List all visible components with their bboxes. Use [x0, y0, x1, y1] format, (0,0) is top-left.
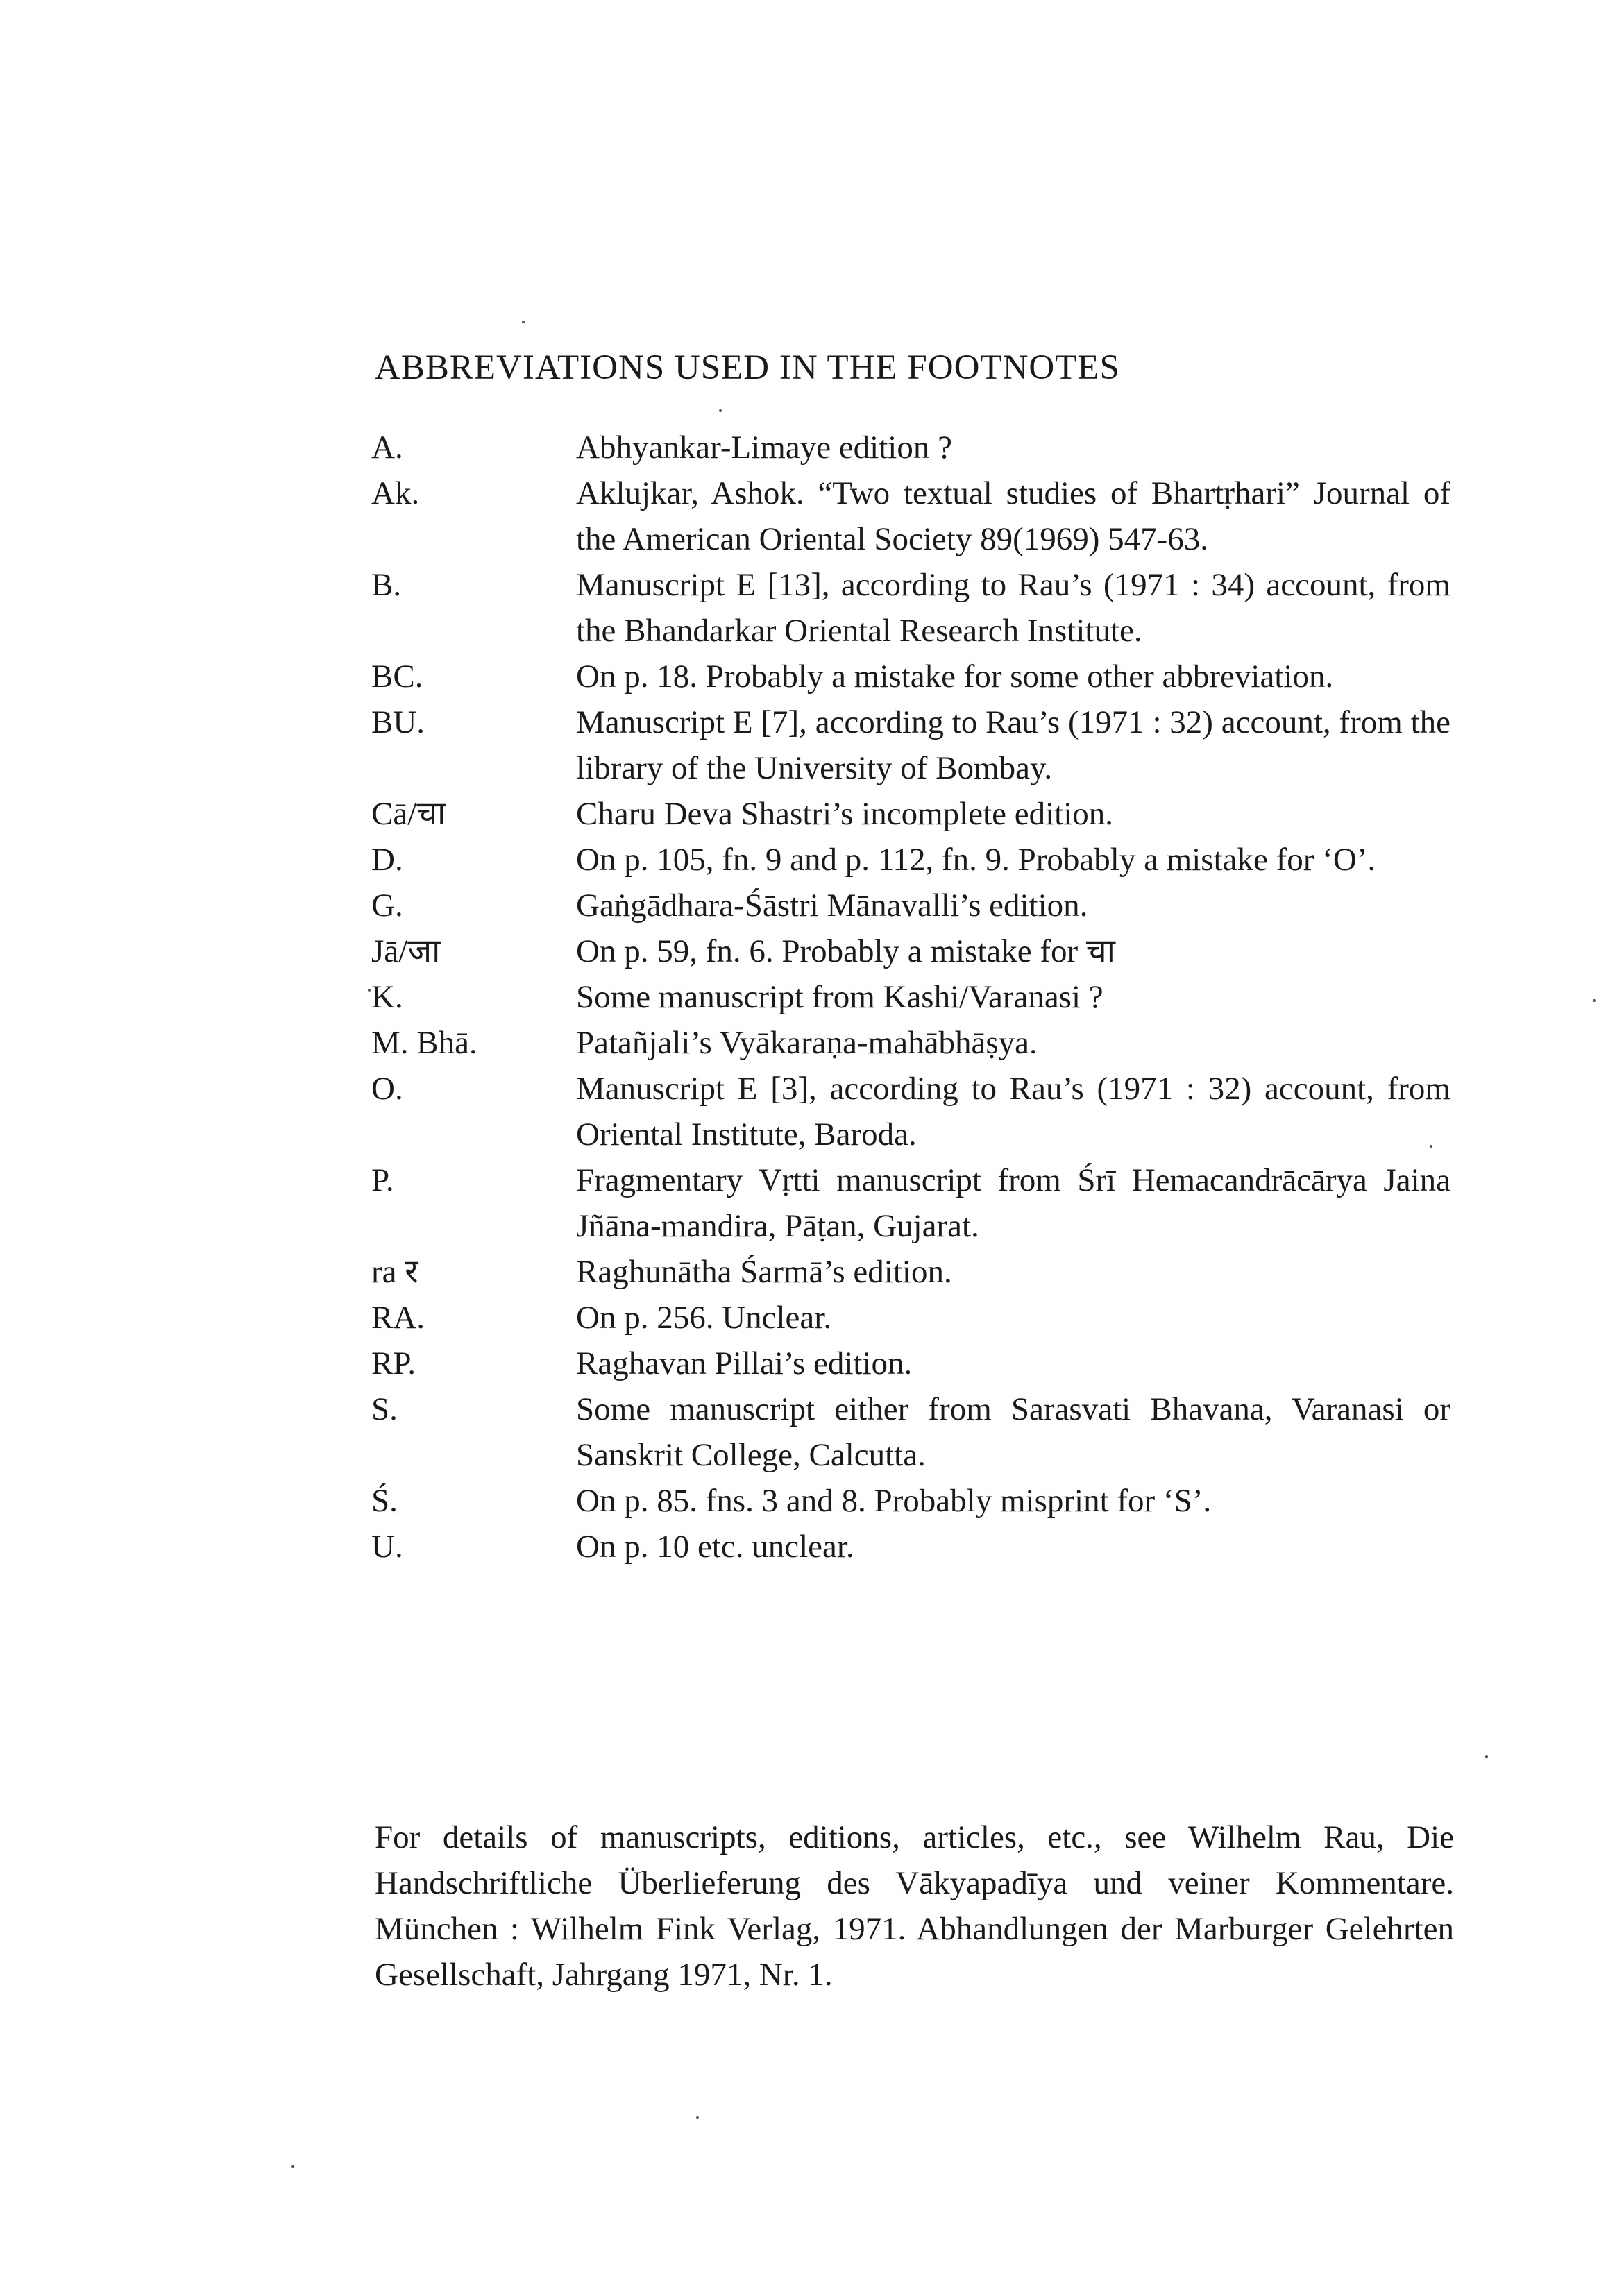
definition: Manuscript E [7], according to Rau’s (1971 : 32) account, from the library of the University of Bombay.	[576, 704, 1450, 786]
abbreviation: P.	[371, 1162, 394, 1198]
abbreviation: K.	[371, 979, 403, 1015]
abbreviation: A.	[371, 430, 403, 466]
list-item	[371, 883, 1450, 928]
definition: Raghunātha Śarmā’s edition.	[576, 1254, 952, 1290]
list-item	[371, 1295, 1450, 1341]
definition: On p. 256. Unclear.	[576, 1300, 832, 1336]
list-item	[371, 425, 1450, 470]
list-item	[371, 470, 1450, 562]
definition: On p. 10 etc. unclear.	[576, 1529, 854, 1565]
definition: On p. 59, fn. 6. Probably a mistake for चा	[576, 933, 1115, 969]
definition: On p. 105, fn. 9 and p. 112, fn. 9. Probably a mistake for ‘O’.	[576, 842, 1376, 878]
abbreviation: BC.	[371, 658, 423, 695]
definition: Some manuscript from Kashi/Varanasi ?	[576, 979, 1103, 1015]
list-item	[371, 1020, 1450, 1066]
list-item	[371, 1386, 1450, 1478]
list-item	[371, 837, 1450, 883]
list-item	[371, 562, 1450, 654]
list-item	[371, 1249, 1450, 1295]
list-item	[371, 1341, 1450, 1386]
abbreviation: RP.	[371, 1345, 416, 1381]
definition: Raghavan Pillai’s edition.	[576, 1345, 913, 1381]
abbreviation: ra र	[371, 1254, 418, 1290]
scan-speck	[1485, 1755, 1488, 1758]
definition: Patañjali’s Vyākaraṇa-mahābhāṣya.	[576, 1025, 1038, 1061]
definition: Some manuscript either from Sarasvati Bhavana, Varanasi or Sanskrit College, Calcutta.	[576, 1391, 1450, 1473]
abbreviation: G.	[371, 887, 403, 924]
abbreviation: BU.	[371, 704, 425, 740]
abbreviation: Ś.	[371, 1483, 398, 1519]
scan-speck	[719, 409, 722, 412]
abbreviation: RA.	[371, 1300, 425, 1336]
page-title: ABBREVIATIONS USED IN THE FOOTNOTES	[375, 348, 1120, 387]
list-item	[371, 654, 1450, 699]
definition: Gaṅgādhara-Śāstri Mānavalli’s edition.	[576, 887, 1088, 924]
definition: Fragmentary Vṛtti manuscript from Śrī Hemacandrācārya Jaina Jñāna-mandira, Pāṭan, Gujarat.	[576, 1162, 1450, 1244]
definition: On p. 18. Probably a mistake for some other abbreviation.	[576, 658, 1334, 695]
abbreviation: M. Bhā.	[371, 1025, 477, 1061]
scan-speck	[291, 2165, 294, 2168]
definition: Aklujkar, Ashok. “Two textual studies of Bhartṛhari” Journal of the American Oriental Society 89(1969) 547-63.	[576, 475, 1450, 557]
list-item	[371, 1478, 1450, 1524]
definition: On p. 85. fns. 3 and 8. Probably misprint for ‘S’.	[576, 1483, 1212, 1519]
list-item	[371, 974, 1450, 1020]
abbreviation: O.	[371, 1071, 403, 1107]
abbreviation: B.	[371, 567, 402, 603]
scan-speck	[1430, 1145, 1432, 1148]
scan-speck	[696, 2116, 699, 2119]
scan-speck	[368, 989, 371, 992]
scan-speck	[522, 321, 525, 323]
footer-note: For details of manuscripts, editions, articles, etc., see Wilhelm Rau, Die Handschriftliche Überlieferung des Vākyapadīya und veiner Kommentare. München : Wilhelm Fink Verlag, 1971. Abhandlungen der Marburger Gelehrten Gesellschaft, Jahrgang 1971, Nr. 1.	[375, 1819, 1454, 1993]
list-item	[371, 928, 1450, 974]
definition: Manuscript E [3], according to Rau’s (1971 : 32) account, from Oriental Institute, Baroda.	[576, 1071, 1450, 1153]
definition: Abhyankar-Limaye edition ?	[576, 430, 952, 466]
scan-speck	[1593, 999, 1596, 1002]
list-item	[371, 1524, 1450, 1570]
abbreviation: U.	[371, 1529, 403, 1565]
abbreviation: S.	[371, 1391, 398, 1427]
list-item	[371, 791, 1450, 837]
abbreviation-list	[371, 425, 1450, 1570]
definition: Manuscript E [13], according to Rau’s (1971 : 34) account, from the Bhandarkar Oriental Research Institute.	[576, 567, 1450, 649]
list-item	[371, 699, 1450, 791]
list-item	[371, 1066, 1450, 1157]
abbreviation: Ak.	[371, 475, 420, 511]
abbreviation: Jā/जा	[371, 933, 441, 969]
abbreviation: D.	[371, 842, 403, 878]
definition: Charu Deva Shastri’s incomplete edition.	[576, 796, 1114, 832]
list-item	[371, 1157, 1450, 1249]
abbreviation: Cā/चा	[371, 796, 446, 832]
